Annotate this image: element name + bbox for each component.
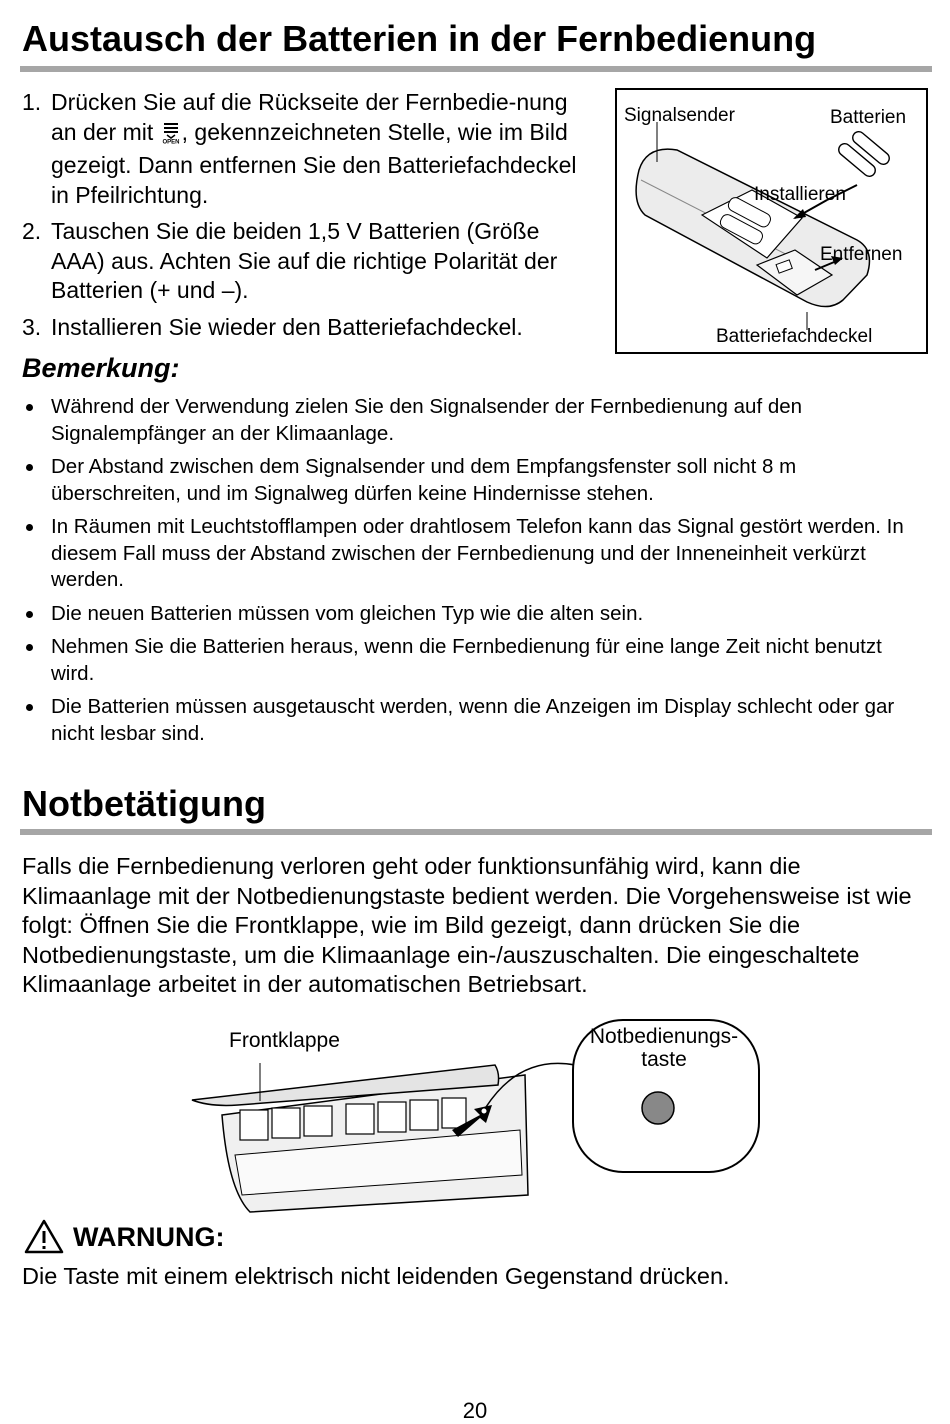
section-title-battery: Austausch der Batterien in der Fernbedienung xyxy=(22,18,817,59)
signal-sender-label: Signalsender xyxy=(624,105,735,126)
open-icon xyxy=(160,122,182,152)
step-text-cont: , gekennzeichneten Stelle, wie im Bild gezeigt. Dann entfernen Sie den Batteriefachdeckel in Pfeilrichtung. xyxy=(51,118,577,208)
bullet-icon xyxy=(26,644,33,651)
step-number: 2. xyxy=(22,218,42,244)
indoor-unit-figure xyxy=(180,1015,780,1225)
note-item xyxy=(22,634,927,687)
note-item xyxy=(22,454,927,507)
title-rule xyxy=(20,829,932,835)
note-item xyxy=(22,394,927,447)
front-flap-label: Frontklappe xyxy=(229,1029,340,1052)
note-text: Die Batterien müssen ausgetauscht werden, wenn die Anzeigen im Display schlecht oder gar nicht lesbar sind. xyxy=(51,695,895,745)
step-text: Installieren Sie wieder den Batteriefachdeckel. xyxy=(51,313,523,340)
batteries-label: Batterien xyxy=(830,107,907,128)
install-label: Installieren xyxy=(754,184,846,205)
emergency-button-label xyxy=(578,1025,750,1071)
bullet-icon xyxy=(26,524,33,531)
bullet-icon xyxy=(26,404,33,411)
button-label-line: taste xyxy=(641,1048,687,1071)
step-text: Tauschen Sie die beiden 1,5 V Batterien (Größe AAA) aus. Achten Sie auf die richtige Polarität der Batterien (+ und –). xyxy=(51,218,558,303)
note-item xyxy=(22,601,927,628)
remote-control-drawing xyxy=(617,90,926,352)
step-item xyxy=(22,313,597,343)
cover-label: Batteriefachdeckel xyxy=(716,326,873,347)
note-item xyxy=(22,694,927,747)
step-number: 3. xyxy=(22,313,42,340)
title-rule xyxy=(20,66,932,72)
note-text: Der Abstand zwischen dem Signalsender und dem Empfangsfenster soll nicht 8 m überschreiten, und im Signalweg dürfen keine Hindernisse stehen. xyxy=(51,455,797,505)
step-number: 1. xyxy=(22,89,42,115)
page-number: 20 xyxy=(462,1398,488,1423)
bullet-icon xyxy=(26,704,33,711)
remove-label: Entfernen xyxy=(820,244,903,265)
open-icon-label: OPEN xyxy=(162,139,180,144)
warning-block xyxy=(24,1218,225,1258)
step-text: Drücken Sie auf die Rückseite der Fernbedie-nung an der mit xyxy=(51,89,568,145)
step-item xyxy=(22,217,597,306)
warning-title: WARNUNG: xyxy=(73,1222,225,1252)
note-item xyxy=(22,514,927,594)
notes-list xyxy=(22,394,927,754)
step-item xyxy=(22,88,597,210)
note-text: Die neuen Batterien müssen vom gleichen Typ wie die alten sein. xyxy=(51,601,644,625)
note-text: Während der Verwendung zielen Sie den Signalsender der Fernbedienung auf den Signalempfänger an der Klimaanlage. xyxy=(51,395,803,445)
emergency-paragraph: Falls die Fernbedienung verloren geht oder funktionsunfähig wird, kann die Klimaanlage mit der Notbedienungstaste bedient werden. Die Vorgehensweise ist wie folgt: Öffnen Sie die Frontklappe, wie im Bild gezeigt, dann drücken Sie die Notbedienungstaste, um die Klimaanlage ein-/auszuschalten. Die eingeschaltete Klimaanlage arbeitet in der automatischen Betriebsart. xyxy=(22,853,912,997)
bullet-icon xyxy=(26,611,33,618)
remote-battery-figure xyxy=(615,88,928,354)
warning-icon xyxy=(24,1218,64,1254)
bullet-icon xyxy=(26,464,33,471)
warning-text: Die Taste mit einem elektrisch nicht leidenden Gegenstand drücken. xyxy=(22,1263,730,1289)
note-text: In Räumen mit Leuchtstofflampen oder drahtlosem Telefon kann das Signal gestört werden. In diesem Fall muss der Abstand zwischen der Fernbedienung und der Inneneinheit verkürzt werden. xyxy=(51,515,904,591)
button-label-line: Notbedienungs- xyxy=(589,1025,739,1048)
note-text: Nehmen Sie die Batterien heraus, wenn die Fernbedienung für eine lange Zeit nicht benutzt wird. xyxy=(51,635,882,685)
note-title: Bemerkung: xyxy=(22,353,180,383)
battery-steps xyxy=(22,88,597,349)
section-title-emergency: Notbetätigung xyxy=(22,783,266,824)
